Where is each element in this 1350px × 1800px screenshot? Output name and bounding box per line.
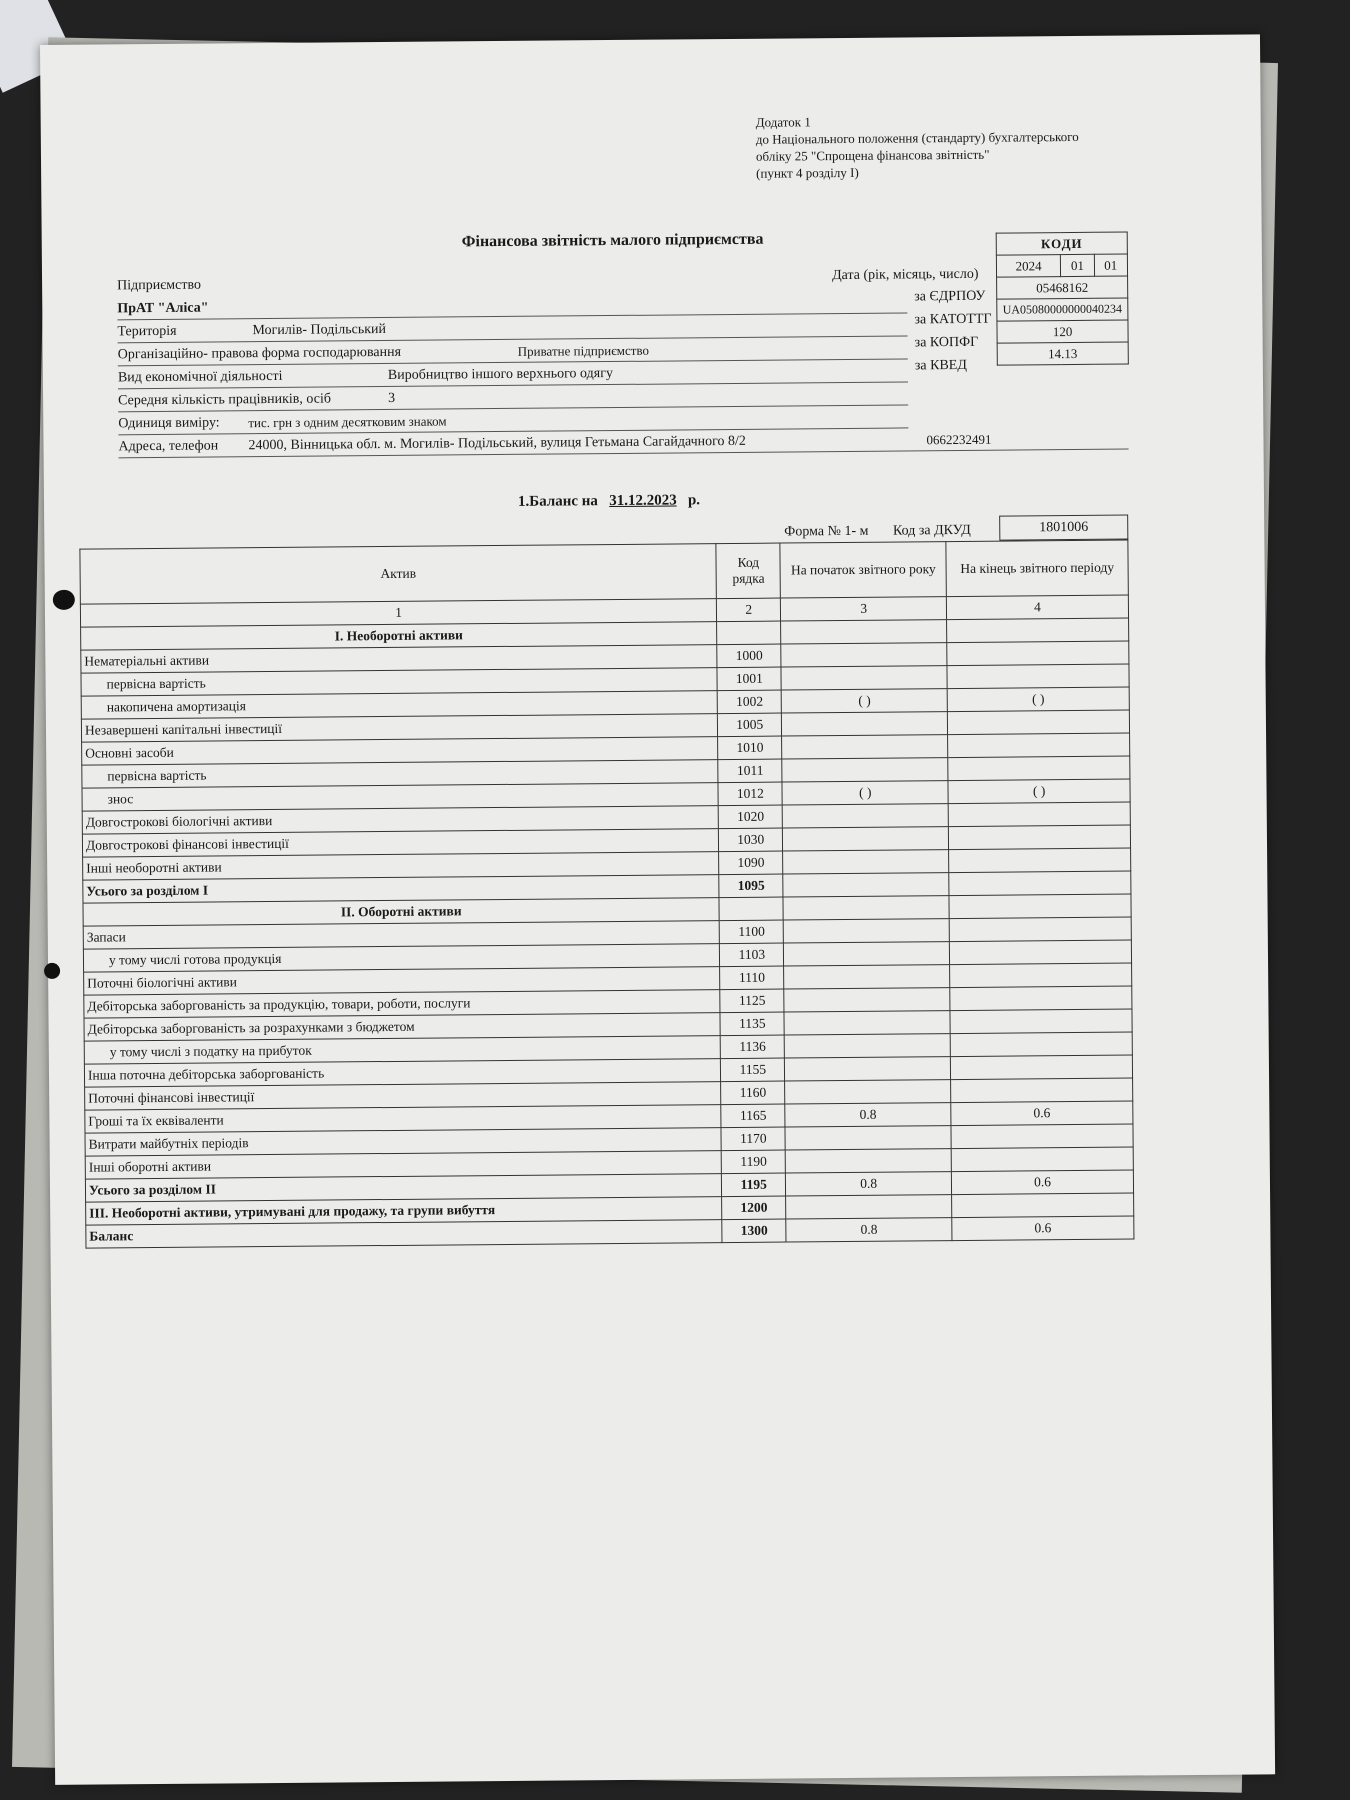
row-start-value: 0.8 <box>786 1218 952 1242</box>
row-end-value <box>948 802 1130 827</box>
row-start-value <box>783 919 949 943</box>
document-title: Фінансова звітність малого підприємства <box>461 230 764 251</box>
row-name: первісна вартість <box>81 668 718 697</box>
row-code: 1135 <box>720 1012 784 1036</box>
row-code: 1030 <box>719 828 783 852</box>
col-number: 4 <box>947 595 1129 620</box>
row-code: 1000 <box>717 644 781 668</box>
row-code: 1160 <box>721 1081 785 1105</box>
appendix-note <box>756 111 1117 182</box>
row-code: 1170 <box>721 1127 785 1151</box>
row-code: 1005 <box>718 713 782 737</box>
dkud-code: 1801006 <box>999 515 1128 541</box>
date-label: Дата (рік, місяць, число) <box>831 266 979 284</box>
legal-form-value: Приватне підприємство <box>517 342 650 359</box>
row-code <box>719 897 783 921</box>
appendix-line: (пункт 4 розділу І) <box>756 164 859 181</box>
row-code: 1125 <box>720 989 784 1013</box>
row-end-value <box>947 618 1129 643</box>
row-start-value: 0.8 <box>785 1103 951 1127</box>
row-code: 1195 <box>722 1173 786 1197</box>
row-name: ІІ. Оборотні активи <box>83 898 720 927</box>
row-end-value <box>951 1124 1133 1149</box>
row-name: Основні засоби <box>82 737 719 766</box>
row-name: накопичена амортизація <box>81 691 718 720</box>
row-start-value <box>785 1080 951 1104</box>
row-name: І. Необоротні активи <box>81 622 718 651</box>
address-value: 24000, Вінницька обл. м. Могилів- Подільський, вулиця Гетьмана Сагайдачного 8/2 <box>248 433 746 454</box>
header-start: На початок звітного року <box>780 542 946 598</box>
edrpou-code: 05468162 <box>997 276 1128 299</box>
row-code: 1155 <box>721 1058 785 1082</box>
col-number: 3 <box>781 597 947 621</box>
row-end-value <box>948 733 1130 758</box>
row-start-value <box>782 712 948 736</box>
row-name: Запаси <box>83 921 720 950</box>
row-end-value <box>950 963 1132 988</box>
row-code: 1110 <box>720 966 784 990</box>
col-number: 1 <box>80 599 717 628</box>
header-asset: Актив <box>80 544 717 605</box>
row-code: 1002 <box>717 690 781 714</box>
balance-table <box>79 540 1134 1249</box>
unit-value: тис. грн з одним десятковим знаком <box>248 413 447 431</box>
row-start-value <box>783 873 949 897</box>
date-day: 01 <box>1094 254 1128 276</box>
row-name: Поточні біологічні активи <box>84 967 721 996</box>
row-start-value: 0.8 <box>786 1172 952 1196</box>
row-name: Інші необоротні активи <box>83 852 720 881</box>
row-end-value <box>948 710 1130 735</box>
row-name: Усього за розділом ІІ <box>85 1174 722 1203</box>
address-label: Адреса, телефон <box>118 438 219 455</box>
row-start-value <box>783 896 949 920</box>
row-name: Гроші та їх еквіваленти <box>85 1105 722 1134</box>
row-end-value <box>947 664 1129 689</box>
row-name: Незавершені капітальні інвестиції <box>81 714 718 743</box>
row-code: 1103 <box>720 943 784 967</box>
katottg-code: UA05080000000040234 <box>997 298 1128 321</box>
row-end-value <box>950 986 1132 1011</box>
document-sheet <box>40 34 1275 1785</box>
katottg-label: за КАТОТТГ <box>914 311 992 328</box>
codes-header: КОДИ <box>996 232 1127 255</box>
row-start-value <box>781 620 947 644</box>
appendix-line: обліку 25 "Спрощена фінансова звітність" <box>755 146 990 164</box>
form-line <box>784 523 971 541</box>
row-code: 1190 <box>722 1150 786 1174</box>
territory-label: Територія <box>117 323 177 340</box>
activity-label: Вид економічної діяльності <box>117 368 283 386</box>
appendix-line: Додаток 1 <box>755 114 811 130</box>
row-end-value: ( ) <box>948 779 1130 804</box>
row-start-value <box>782 735 948 759</box>
row-start-value <box>784 988 950 1012</box>
dkud-label: Код за ДКУД <box>892 522 971 539</box>
row-end-value <box>951 1055 1133 1080</box>
codes-table <box>996 232 1129 366</box>
row-name: ІІІ. Необоротні активи, утримувані для продажу, та групи вибуття <box>86 1197 723 1226</box>
row-start-value <box>783 827 949 851</box>
row-start-value <box>784 1034 950 1058</box>
employees-value: 3 <box>388 390 396 406</box>
activity-value: Виробництво іншого верхнього одягу <box>387 366 614 383</box>
header-code: Код рядка <box>716 543 780 599</box>
row-code: 1001 <box>717 667 781 691</box>
balance-title-suffix: р. <box>687 492 701 509</box>
row-code: 1020 <box>718 805 782 829</box>
row-code: 1095 <box>719 874 783 898</box>
row-name: Баланс <box>86 1220 723 1249</box>
form-label: Форма № 1- м <box>784 523 869 540</box>
row-code: 1090 <box>719 851 783 875</box>
row-start-value <box>781 643 947 667</box>
row-name: Витрати майбутніх періодів <box>85 1128 722 1157</box>
row-code: 1200 <box>722 1196 786 1220</box>
row-code: 1300 <box>722 1219 786 1243</box>
kved-code: 14.13 <box>997 342 1128 365</box>
code-labels <box>914 289 992 382</box>
punch-hole <box>53 590 75 610</box>
enterprise-label: Підприємство <box>117 277 201 294</box>
row-end-value <box>950 1032 1132 1057</box>
row-name: Дебіторська заборгованість за продукцію, товари, роботи, послуги <box>84 990 721 1019</box>
edrpou-label: за ЄДРПОУ <box>914 288 986 305</box>
row-end-value <box>949 848 1131 873</box>
row-start-value: ( ) <box>782 781 948 805</box>
balance-rows <box>81 618 1134 1248</box>
row-code: 1012 <box>718 782 782 806</box>
row-code: 1165 <box>721 1104 785 1128</box>
row-name: Довгострокові біологічні активи <box>82 806 719 835</box>
row-name: первісна вартість <box>82 760 719 789</box>
row-name: у тому числі з податку на прибуток <box>84 1036 721 1065</box>
date-month: 01 <box>1061 254 1095 276</box>
row-code: 1010 <box>718 736 782 760</box>
row-start-value <box>782 758 948 782</box>
row-code: 1011 <box>718 759 782 783</box>
row-name: Нематеріальні активи <box>81 645 718 674</box>
row-start-value <box>784 942 950 966</box>
employees-label: Середня кількість працівників, осіб <box>118 391 332 409</box>
kopfg-label: за КОПФГ <box>914 334 979 351</box>
row-name: Усього за розділом І <box>83 875 720 904</box>
row-end-value <box>949 917 1131 942</box>
territory-value: Могилів- Подільський <box>252 321 387 339</box>
kopfg-code: 120 <box>997 320 1128 343</box>
punch-hole <box>44 963 60 979</box>
appendix-line: до Національного положення (стандарту) бухгалтерського <box>755 128 1079 147</box>
row-end-value: 0.6 <box>951 1101 1133 1126</box>
row-start-value <box>785 1057 951 1081</box>
row-end-value <box>949 871 1131 896</box>
row-code <box>717 621 781 645</box>
row-name: Дебіторська заборгованість за розрахунками з бюджетом <box>84 1013 721 1042</box>
col-number: 2 <box>717 598 781 622</box>
phone-value: 0662232491 <box>926 431 992 448</box>
row-end-value: 0.6 <box>952 1216 1134 1241</box>
row-name: Довгострокові фінансові інвестиції <box>82 829 719 858</box>
balance-date: 31.12.2023 <box>609 492 677 510</box>
row-start-value <box>786 1195 952 1219</box>
row-end-value <box>951 1078 1133 1103</box>
row-start-value <box>785 1126 951 1150</box>
header-end: На кінець звітного періоду <box>946 540 1128 597</box>
row-end-value <box>951 1147 1133 1172</box>
row-end-value <box>952 1193 1134 1218</box>
row-start-value <box>784 965 950 989</box>
row-end-value: ( ) <box>947 687 1129 712</box>
row-end-value <box>947 641 1129 666</box>
row-name: Інша поточна дебіторська заборгованість <box>84 1059 721 1088</box>
legal-form-label: Організаційно- правова форма господарювання <box>117 344 402 363</box>
row-start-value: ( ) <box>781 689 947 713</box>
row-code: 1100 <box>719 920 783 944</box>
date-year: 2024 <box>996 255 1060 278</box>
row-start-value <box>785 1149 951 1173</box>
row-end-value <box>949 894 1131 919</box>
row-name: знос <box>82 783 719 812</box>
balance-title <box>44 488 1174 515</box>
row-end-value <box>948 756 1130 781</box>
row-end-value: 0.6 <box>952 1170 1134 1195</box>
row-start-value <box>784 1011 950 1035</box>
row-name: Інші оборотні активи <box>85 1151 722 1180</box>
enterprise-name: ПрАТ "Аліса" <box>117 300 209 317</box>
kved-label: за КВЕД <box>914 357 967 374</box>
row-start-value <box>782 804 948 828</box>
row-start-value <box>781 666 947 690</box>
row-start-value <box>783 850 949 874</box>
unit-label: Одиниця виміру: <box>118 415 220 432</box>
row-end-value <box>950 1009 1132 1034</box>
balance-title-prefix: 1.Баланс на <box>517 493 598 510</box>
row-end-value <box>949 825 1131 850</box>
row-name: Поточні фінансові інвестиції <box>85 1082 722 1111</box>
row-end-value <box>950 940 1132 965</box>
row-code: 1136 <box>720 1035 784 1059</box>
row-name: у тому числі готова продукція <box>83 944 720 973</box>
